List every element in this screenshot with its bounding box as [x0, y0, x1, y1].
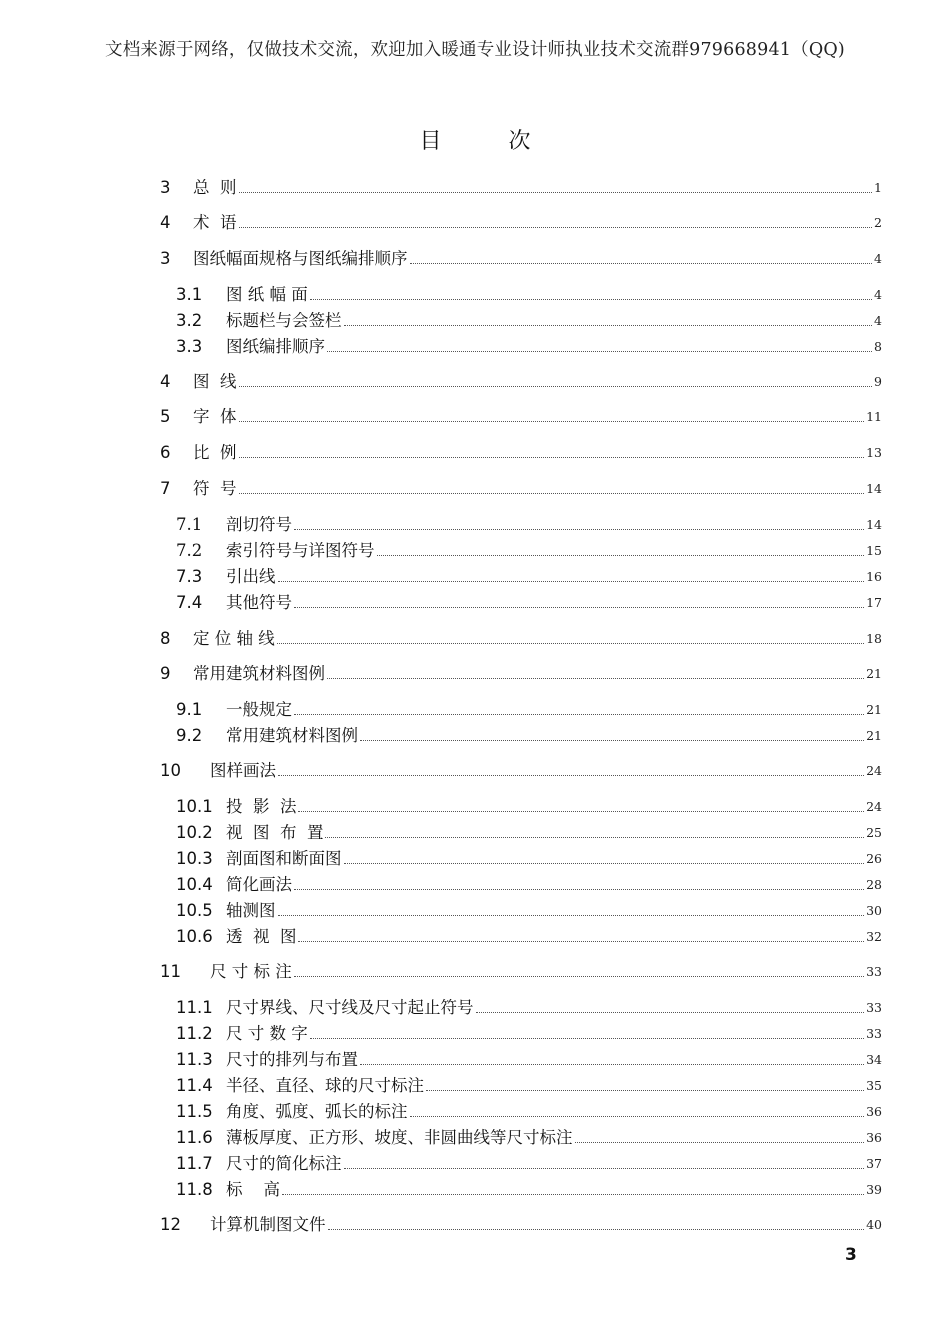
toc-title: 透 视 图: [226, 927, 297, 946]
toc-leader-dots: [575, 1141, 865, 1143]
toc-page-number: 36: [866, 1130, 882, 1145]
toc-title: 尺 寸 数 字: [226, 1024, 308, 1043]
toc-page-number: 4: [874, 251, 882, 266]
toc-page-number: 28: [866, 877, 882, 892]
toc-title: 图样画法: [210, 761, 276, 780]
toc-number: 12: [160, 1215, 181, 1234]
toc-page-number: 8: [874, 339, 882, 354]
toc-page-number: 36: [866, 1104, 882, 1119]
toc-page-number: 24: [866, 763, 882, 778]
toc-title: 剖切符号: [226, 515, 292, 534]
toc-leader-dots: [426, 1089, 864, 1091]
toc-title: 引出线: [226, 567, 276, 586]
toc-number: 11.6: [176, 1128, 213, 1147]
toc-leader-dots: [294, 528, 864, 530]
toc-number: 7.1: [176, 515, 203, 534]
toc-leader-dots: [325, 836, 864, 838]
toc-number: 9.2: [176, 726, 203, 745]
toc-page-number: 35: [866, 1078, 882, 1093]
toc-leader-dots: [277, 642, 864, 644]
toc-number: 3.3: [176, 337, 203, 356]
toc-leader-dots: [278, 914, 865, 916]
toc-leader-dots: [327, 350, 872, 352]
toc-leader-dots: [298, 810, 864, 812]
toc-number: 10.5: [176, 901, 213, 920]
toc-entry[interactable]: [160, 212, 882, 234]
toc-subentry[interactable]: [176, 926, 882, 948]
toc-number: 7.2: [176, 541, 203, 560]
toc-subentry[interactable]: [176, 1049, 882, 1071]
toc-page-number: 25: [866, 825, 882, 840]
toc-leader-dots: [344, 1167, 865, 1169]
toc-subentry[interactable]: [176, 1179, 882, 1201]
toc-page-number: 9: [874, 374, 882, 389]
toc-subentry[interactable]: [176, 848, 882, 870]
toc-number: 11.8: [176, 1180, 213, 1199]
toc-title: 一般规定: [226, 700, 292, 719]
toc-title: 常用建筑材料图例: [226, 726, 358, 745]
toc-entry[interactable]: [160, 628, 882, 650]
toc-number: 7.4: [176, 593, 203, 612]
toc-page-number: 21: [866, 728, 882, 743]
toc-entry[interactable]: [160, 478, 882, 500]
toc-title: 投 影 法: [226, 797, 297, 816]
page-number: 3: [845, 1245, 857, 1265]
toc-leader-dots: [239, 226, 873, 228]
toc-leader-dots: [410, 1115, 865, 1117]
toc-page-number: 4: [874, 313, 882, 328]
toc-entry[interactable]: [160, 442, 882, 464]
toc-subentry[interactable]: [176, 900, 882, 922]
toc-subentry[interactable]: [176, 1153, 882, 1175]
toc-title: 定 位 轴 线: [193, 629, 275, 648]
toc-leader-dots: [294, 975, 864, 977]
toc-page-number: 37: [866, 1156, 882, 1171]
toc-title: 索引符号与详图符号: [226, 541, 375, 560]
toc-number: 9: [160, 664, 171, 683]
toc-number: 11.2: [176, 1024, 213, 1043]
toc-number: 10.6: [176, 927, 213, 946]
toc-leader-dots: [310, 1037, 864, 1039]
toc-leader-dots: [360, 739, 864, 741]
toc-leader-dots: [278, 774, 864, 776]
toc-subentry[interactable]: [176, 284, 882, 306]
page-title: 目 次: [419, 129, 561, 154]
toc-title: 符 号: [193, 479, 237, 498]
toc-subentry[interactable]: [176, 725, 882, 747]
toc-leader-dots: [476, 1011, 865, 1013]
toc-page-number: 16: [866, 569, 882, 584]
toc-title: 图纸幅面规格与图纸编排顺序: [193, 249, 408, 268]
toc-title: 尺 寸 标 注: [210, 962, 292, 981]
toc-page-number: 40: [866, 1217, 882, 1232]
toc-number: 4: [160, 213, 171, 232]
toc-title: 简化画法: [226, 875, 292, 894]
toc-page-number: 26: [866, 851, 882, 866]
toc-number: 10: [160, 761, 181, 780]
toc-page-number: 13: [866, 445, 882, 460]
toc-number: 11.4: [176, 1076, 213, 1095]
toc-number: 3: [160, 249, 171, 268]
toc-title: 剖面图和断面图: [226, 849, 342, 868]
toc-subentry[interactable]: [176, 699, 882, 721]
toc-entry[interactable]: [160, 961, 882, 983]
toc-leader-dots: [327, 677, 864, 679]
toc-entry[interactable]: [160, 760, 882, 782]
toc-leader-dots: [360, 1063, 864, 1065]
toc-leader-dots: [377, 554, 865, 556]
toc-page-number: 21: [866, 702, 882, 717]
toc-title: 图纸编排顺序: [226, 337, 325, 356]
toc-title: 轴测图: [226, 901, 276, 920]
toc-title: 字 体: [193, 407, 237, 426]
toc-subentry[interactable]: [176, 336, 882, 358]
toc-entry[interactable]: [160, 248, 882, 270]
toc-title: 术 语: [193, 213, 237, 232]
toc-number: 11.7: [176, 1154, 213, 1173]
toc-number: 7.3: [176, 567, 203, 586]
toc-entry[interactable]: [160, 663, 882, 685]
toc-number: 10.3: [176, 849, 213, 868]
toc-title: 总 则: [193, 178, 237, 197]
toc-leader-dots: [298, 940, 864, 942]
toc-subentry[interactable]: [176, 796, 882, 818]
toc-number: 11.1: [176, 998, 213, 1017]
toc-page-number: 21: [866, 666, 882, 681]
toc-number: 3.2: [176, 311, 203, 330]
toc-leader-dots: [239, 492, 865, 494]
toc-number: 3.1: [176, 285, 203, 304]
toc-title: 视 图 布 置: [226, 823, 324, 842]
toc-page-number: 15: [866, 543, 882, 558]
toc-title: 角度、弧度、弧长的标注: [226, 1102, 408, 1121]
toc-page-number: 14: [866, 481, 882, 496]
toc-leader-dots: [278, 580, 865, 582]
toc-subentry[interactable]: [176, 1023, 882, 1045]
toc-entry[interactable]: [160, 1214, 882, 1236]
toc-page-number: 4: [874, 287, 882, 302]
toc-entry[interactable]: [160, 177, 882, 199]
toc-number: 4: [160, 372, 171, 391]
toc-leader-dots: [239, 191, 873, 193]
toc-page-number: 33: [866, 964, 882, 979]
toc-page-number: 2: [874, 215, 882, 230]
toc-page-number: 30: [866, 903, 882, 918]
toc-page-number: 33: [866, 1000, 882, 1015]
toc-title: 标 高: [226, 1180, 280, 1199]
toc-number: 11: [160, 962, 181, 981]
toc-subentry[interactable]: [176, 997, 882, 1019]
toc-title: 计算机制图文件: [210, 1215, 326, 1234]
toc-page-number: 32: [866, 929, 882, 944]
toc-page-number: 14: [866, 517, 882, 532]
toc-leader-dots: [282, 1193, 864, 1195]
toc-page-number: 11: [866, 409, 882, 424]
toc-title: 半径、直径、球的尺寸标注: [226, 1076, 424, 1095]
toc-number: 10.4: [176, 875, 213, 894]
toc-page-number: 33: [866, 1026, 882, 1041]
toc-leader-dots: [310, 298, 872, 300]
toc-subentry[interactable]: [176, 566, 882, 588]
toc-leader-dots: [239, 385, 873, 387]
toc-leader-dots: [294, 888, 864, 890]
toc-leader-dots: [294, 606, 864, 608]
toc-leader-dots: [239, 420, 865, 422]
toc-title: 常用建筑材料图例: [193, 664, 325, 683]
toc-title: 尺寸界线、尺寸线及尺寸起止符号: [226, 998, 474, 1017]
toc-number: 10.2: [176, 823, 213, 842]
toc-title: 图 线: [193, 372, 237, 391]
toc-subentry[interactable]: [176, 1127, 882, 1149]
toc-number: 7: [160, 479, 171, 498]
toc-number: 11.5: [176, 1102, 213, 1121]
toc-page-number: 17: [866, 595, 882, 610]
toc-subentry[interactable]: [176, 540, 882, 562]
toc-subentry[interactable]: [176, 310, 882, 332]
toc-number: 6: [160, 443, 171, 462]
toc-number: 8: [160, 629, 171, 648]
toc-leader-dots: [344, 324, 873, 326]
toc-number: 9.1: [176, 700, 203, 719]
toc-subentry[interactable]: [176, 1075, 882, 1097]
toc-title: 尺寸的排列与布置: [226, 1050, 358, 1069]
toc-number: 3: [160, 178, 171, 197]
toc-subentry[interactable]: [176, 822, 882, 844]
toc-page-number: 39: [866, 1182, 882, 1197]
toc-number: 11.3: [176, 1050, 213, 1069]
toc-subentry[interactable]: [176, 592, 882, 614]
page-header-note: 文档来源于网络，仅做技术交流，欢迎加入暖通专业设计师执业技术交流群979668941（QQ): [105, 40, 845, 60]
toc-entry[interactable]: [160, 371, 882, 393]
toc-leader-dots: [410, 262, 873, 264]
toc-title: 尺寸的简化标注: [226, 1154, 342, 1173]
toc-leader-dots: [344, 862, 865, 864]
toc-page-number: 1: [874, 180, 882, 195]
toc-page-number: 18: [866, 631, 882, 646]
toc-entry[interactable]: [160, 406, 882, 428]
toc-page-number: 34: [866, 1052, 882, 1067]
toc-title: 其他符号: [226, 593, 292, 612]
toc-number: 10.1: [176, 797, 213, 816]
toc-title: 比 例: [193, 443, 237, 462]
toc-subentry[interactable]: [176, 514, 882, 536]
toc-leader-dots: [328, 1228, 865, 1230]
toc-subentry[interactable]: [176, 874, 882, 896]
toc-number: 5: [160, 407, 171, 426]
toc-leader-dots: [239, 456, 865, 458]
toc-title: 图 纸 幅 面: [226, 285, 308, 304]
toc-subentry[interactable]: [176, 1101, 882, 1123]
toc-title: 薄板厚度、正方形、坡度、非圆曲线等尺寸标注: [226, 1128, 573, 1147]
toc-page-number: 24: [866, 799, 882, 814]
toc-title: 标题栏与会签栏: [226, 311, 342, 330]
toc-leader-dots: [294, 713, 864, 715]
